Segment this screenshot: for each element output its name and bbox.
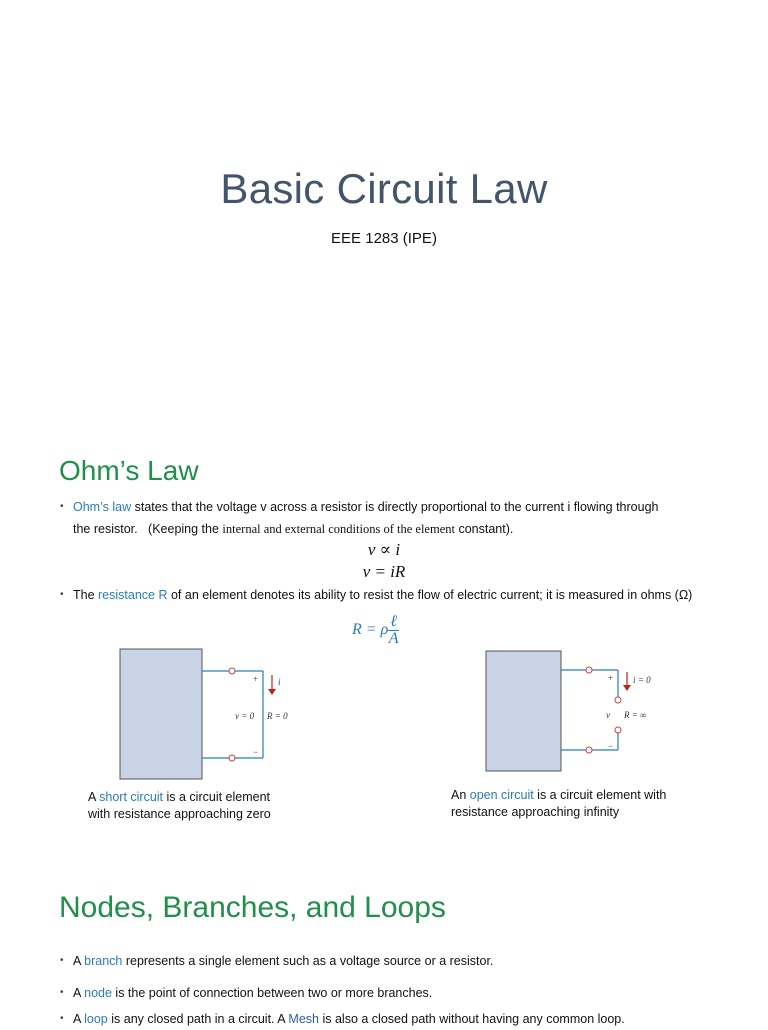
- ohms-law-note-prefix: (Keeping the: [148, 522, 223, 536]
- caption-rest: is a circuit element: [163, 790, 271, 804]
- element-box: [120, 649, 202, 779]
- bullet-dot: •: [60, 955, 64, 966]
- node-term: node: [84, 986, 112, 1000]
- resistance-label: R = ∞: [624, 710, 647, 720]
- current-label: i = 0: [633, 675, 651, 685]
- ohms-law-bullet: [60, 496, 723, 540]
- resistance-prefix: The: [73, 588, 99, 602]
- caption-rest: is a circuit element with: [533, 788, 667, 802]
- bottom-terminal: [586, 747, 592, 753]
- nodes-heading: Nodes, Branches, and Loops: [59, 891, 446, 924]
- caption-prefix: A: [88, 790, 100, 804]
- plus-sign: +: [253, 674, 259, 684]
- caption-line2: resistance approaching infinity: [451, 805, 620, 819]
- formula-denominator: A: [388, 630, 399, 647]
- bullet-dot: •: [60, 1013, 64, 1024]
- ohms-law-text: states that the voltage v across a resistor is directly proportional to the current i flowing through: [131, 500, 659, 514]
- node-bullet: [60, 982, 433, 1004]
- loop-term: loop: [84, 1012, 108, 1026]
- equation-proportional: v ∝ i: [367, 540, 401, 559]
- ohms-law-text-b: the resistor.: [73, 522, 138, 536]
- current-arrowhead: [623, 685, 631, 691]
- bullet-dot: •: [60, 501, 64, 512]
- bullet-dot: •: [60, 987, 64, 998]
- ohms-law-heading: Ohm’s Law: [59, 455, 199, 486]
- equation-ohms-law: v = iR: [362, 562, 406, 581]
- open-terminal-top: [615, 697, 621, 703]
- short-circuit-term: short circuit: [99, 790, 164, 804]
- element-box: [486, 651, 561, 771]
- ohms-law-term: Ohm’s law: [73, 500, 132, 514]
- plus-sign: +: [608, 673, 614, 683]
- node-text: is the point of connection between two or more branches.: [111, 986, 433, 1000]
- resistance-formula: [352, 614, 399, 647]
- ohms-law-note-suffix: constant).: [454, 522, 514, 536]
- voltage-label: v: [606, 710, 610, 720]
- loop-mid: is any closed path in a circuit. A: [107, 1012, 289, 1026]
- branch-text: represents a single element such as a voltage source or a resistor.: [122, 954, 494, 968]
- mesh-term: Mesh: [288, 1012, 319, 1026]
- formula-lhs: R = ρ: [352, 621, 389, 639]
- current-arrowhead: [268, 689, 276, 695]
- voltage-label: v = 0: [235, 711, 255, 721]
- open-circuit-diagram: [482, 645, 672, 785]
- open-circuit-caption: [451, 787, 711, 821]
- branch-prefix: A: [73, 954, 85, 968]
- resistance-bullet: [60, 587, 743, 603]
- branch-term: branch: [84, 954, 123, 968]
- bullet-dot: •: [60, 589, 64, 600]
- bottom-terminal: [229, 755, 235, 761]
- loop-bullet: [60, 1008, 625, 1030]
- node-prefix: A: [73, 986, 85, 1000]
- top-terminal: [229, 668, 235, 674]
- page-title: Basic Circuit Law: [220, 165, 548, 212]
- resistance-text: of an element denotes its ability to resist the flow of electric current; it is measured in ohms (Ω): [167, 588, 693, 602]
- loop-text: is also a closed path without having any common loop.: [319, 1012, 625, 1026]
- top-terminal: [586, 667, 592, 673]
- minus-sign: −: [608, 741, 614, 751]
- branch-bullet: [60, 950, 494, 972]
- minus-sign: −: [253, 747, 259, 757]
- open-circuit-term: open circuit: [469, 788, 534, 802]
- open-terminal-bottom: [615, 727, 621, 733]
- formula-fraction: [388, 614, 399, 647]
- short-circuit-diagram: [115, 645, 305, 785]
- caption-prefix: An: [451, 788, 470, 802]
- resistance-label: R = 0: [267, 711, 288, 721]
- loop-prefix: A: [73, 1012, 85, 1026]
- resistance-term: resistance R: [98, 588, 168, 602]
- formula-numerator: ℓ: [390, 613, 397, 630]
- short-circuit-caption: [88, 789, 328, 823]
- current-label: i: [278, 677, 281, 687]
- ohms-law-note-serif: internal and external conditions of the element: [222, 522, 455, 536]
- caption-line2: with resistance approaching zero: [88, 807, 271, 821]
- page-subtitle: EEE 1283 (IPE): [331, 230, 437, 247]
